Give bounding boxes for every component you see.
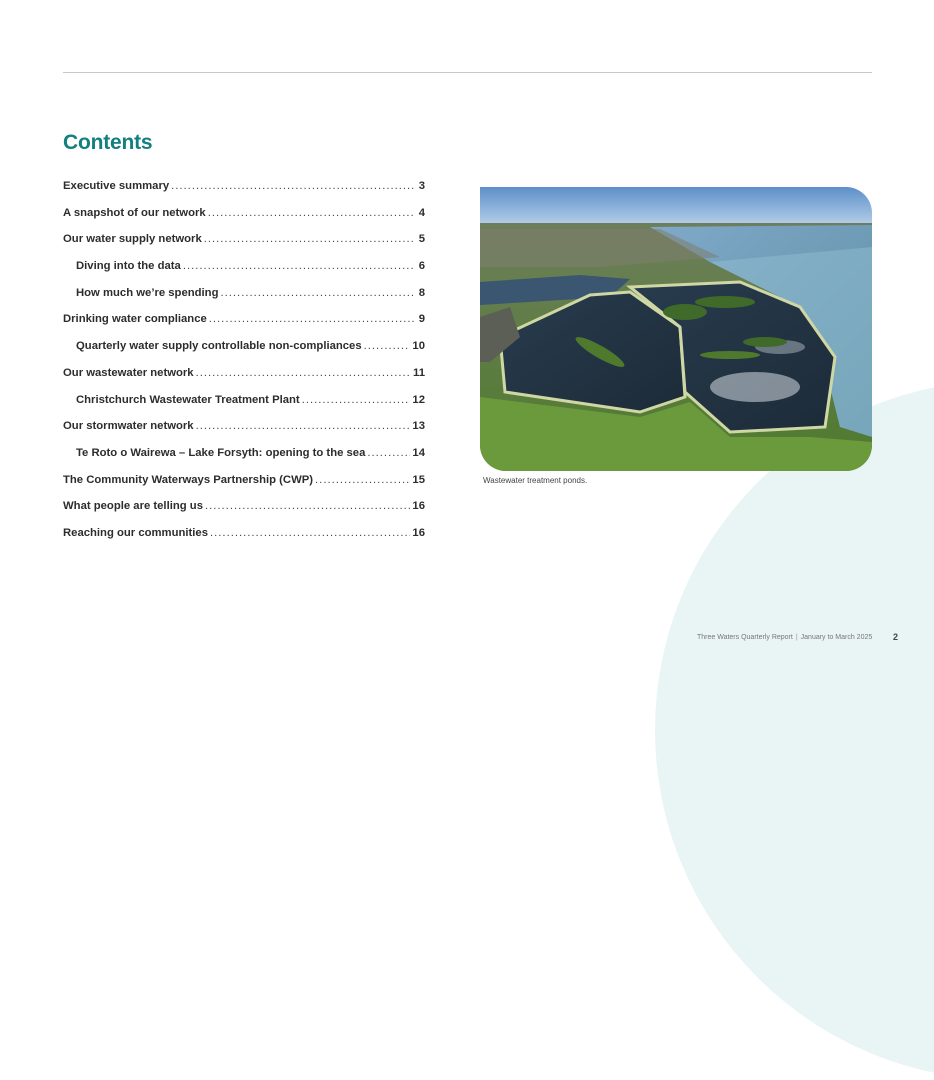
footer-period: January to March 2025 bbox=[800, 634, 873, 641]
toc-label: Te Roto o Wairewa – Lake Forsyth: opening to the sea bbox=[76, 446, 366, 459]
toc-label: Quarterly water supply controllable non-compliances bbox=[76, 340, 362, 353]
toc-leader-dots bbox=[210, 527, 410, 539]
toc-page-number: 5 bbox=[418, 233, 425, 246]
toc-entry-spending[interactable] bbox=[63, 287, 425, 314]
toc-leader-dots bbox=[183, 260, 415, 272]
toc-leader-dots bbox=[205, 500, 410, 512]
toc-label: What people are telling us bbox=[63, 500, 203, 513]
toc-entry-wastewater[interactable] bbox=[63, 367, 425, 394]
photo-caption: Wastewater treatment ponds. bbox=[483, 476, 588, 485]
footer-separator: | bbox=[795, 634, 798, 641]
decorative-background-circle bbox=[655, 380, 934, 1080]
toc-page-number: 9 bbox=[418, 313, 425, 326]
toc-leader-dots bbox=[196, 367, 411, 379]
toc-leader-dots bbox=[315, 474, 410, 486]
toc-entry-people-telling[interactable] bbox=[63, 500, 425, 527]
toc-page-number: 11 bbox=[413, 366, 425, 379]
toc-leader-dots bbox=[196, 420, 411, 432]
footer-report-title: Three Waters Quarterly Report bbox=[697, 634, 793, 641]
toc-entry-cwp[interactable] bbox=[63, 474, 425, 501]
toc-entry-water-supply[interactable] bbox=[63, 233, 425, 260]
toc-entry-stormwater[interactable] bbox=[63, 420, 425, 447]
toc-entry-diving-data[interactable] bbox=[63, 260, 425, 287]
toc-label: Diving into the data bbox=[76, 260, 181, 273]
toc-page-number: 16 bbox=[412, 526, 425, 539]
page-footer bbox=[697, 634, 872, 641]
toc-page-number: 3 bbox=[418, 180, 425, 192]
toc-page-number: 12 bbox=[412, 393, 425, 406]
toc-leader-dots bbox=[204, 233, 415, 245]
wastewater-ponds-photo bbox=[480, 187, 872, 471]
toc-page-number: 15 bbox=[412, 473, 425, 486]
toc-page-number: 14 bbox=[412, 446, 425, 459]
toc-entry-treatment-plant[interactable] bbox=[63, 394, 425, 421]
toc-page-number: 6 bbox=[418, 260, 425, 273]
toc-entry-reaching-communities[interactable] bbox=[63, 527, 425, 554]
toc-label: Our stormwater network bbox=[63, 420, 194, 433]
toc-label: A snapshot of our network bbox=[63, 206, 206, 219]
toc-page-number: 10 bbox=[412, 340, 425, 353]
toc-leader-dots bbox=[302, 394, 411, 406]
toc-page-number: 8 bbox=[418, 286, 425, 299]
toc-label: Our water supply network bbox=[63, 233, 202, 246]
toc-label: The Community Waterways Partnership (CWP) bbox=[63, 473, 314, 486]
toc-leader-dots bbox=[221, 287, 416, 299]
page-number: 2 bbox=[893, 632, 899, 642]
toc-page-number: 13 bbox=[412, 420, 425, 433]
toc-leader-dots bbox=[367, 447, 410, 459]
toc-entry-snapshot[interactable] bbox=[63, 207, 425, 234]
toc-leader-dots bbox=[364, 340, 411, 352]
toc-page-number: 4 bbox=[418, 206, 425, 219]
toc-leader-dots bbox=[209, 313, 415, 325]
table-of-contents bbox=[63, 180, 425, 554]
header-divider bbox=[63, 72, 872, 73]
toc-entry-lake-forsyth[interactable] bbox=[63, 447, 425, 474]
toc-leader-dots bbox=[171, 180, 415, 192]
toc-label: How much we’re spending bbox=[76, 286, 219, 299]
contents-heading: Contents bbox=[63, 131, 153, 154]
toc-leader-dots bbox=[208, 207, 415, 219]
toc-label: Reaching our communities bbox=[63, 526, 209, 539]
toc-entry-executive-summary[interactable] bbox=[63, 180, 425, 207]
toc-label: Our wastewater network bbox=[63, 366, 194, 379]
toc-label: Christchurch Wastewater Treatment Plant bbox=[76, 393, 300, 406]
toc-entry-non-compliances[interactable] bbox=[63, 340, 425, 367]
toc-label: Executive summary bbox=[63, 180, 170, 192]
toc-page-number: 16 bbox=[412, 500, 425, 513]
toc-label: Drinking water compliance bbox=[63, 313, 207, 326]
toc-entry-drinking-water[interactable] bbox=[63, 313, 425, 340]
